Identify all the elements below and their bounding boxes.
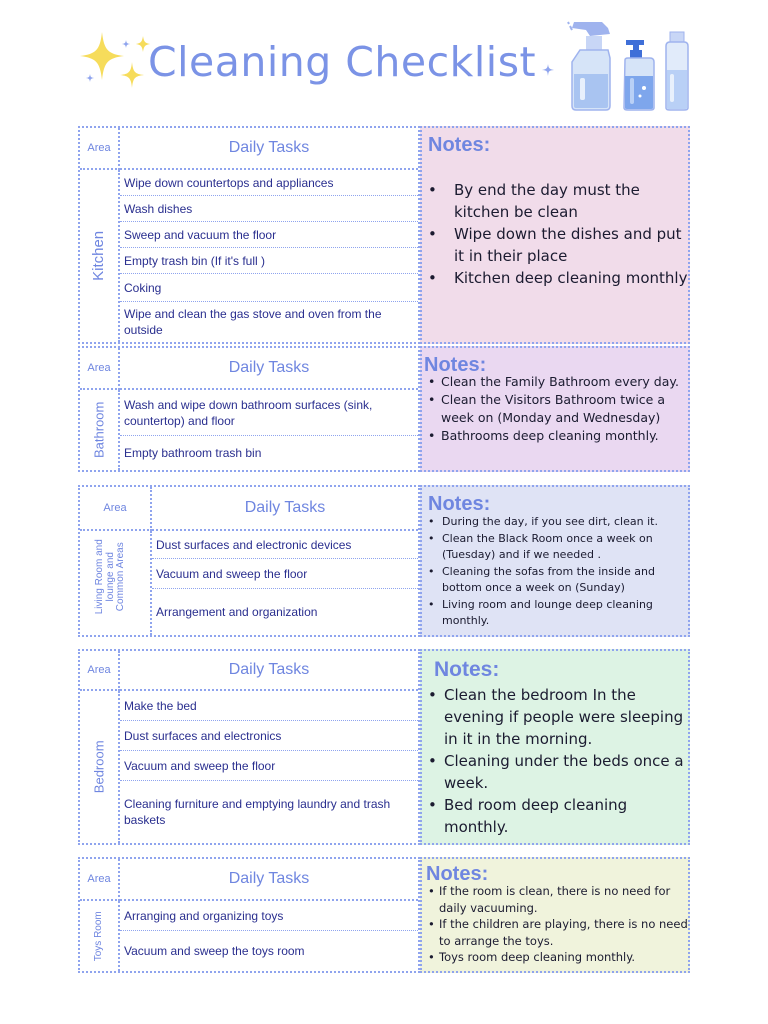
notes-box [420, 346, 690, 472]
area-name: Toys Room [92, 910, 104, 962]
spray-bottle-icon [566, 18, 622, 112]
sparkle-icon [542, 64, 554, 76]
note-item: • By end the day must the kitchen be clean [422, 179, 688, 223]
living-room-section [78, 485, 690, 637]
task-item: Vacuum and sweep the toys room [124, 944, 305, 958]
cleaner-bottle-icon [662, 30, 692, 112]
note-item: • Toys room deep cleaning monthly. [422, 949, 688, 966]
notes-header: Notes: [434, 658, 500, 681]
note-item: • If the room is clean, there is no need for daily vacuuming. [422, 883, 688, 916]
area-label [80, 170, 120, 342]
task-item: Arrangement and organization [156, 605, 318, 619]
area-name-line: Common Areas [115, 542, 127, 612]
area-label [80, 691, 120, 843]
note-item: • Cleaning the sofas from the inside and bottom once a week on (Sunday) [422, 564, 688, 597]
task-item: Coking [120, 274, 418, 302]
area-header: Area [80, 128, 120, 170]
task-item: Empty trash bin (If it's full ) [120, 248, 418, 274]
note-item: • If the children are playing, there is no need to arrange the toys. [422, 916, 688, 949]
task-item: Vacuum and sweep the floor [152, 559, 418, 589]
task-item: Wipe down countertops and appliances [120, 170, 418, 196]
area-name-line: Living Room and [94, 539, 106, 615]
task-item: Wash and wipe down bathroom surfaces (sink, countertop) and floor [120, 390, 418, 436]
task-item: Arranging and organizing toys [120, 901, 418, 931]
area-name: Bathroom [91, 401, 107, 459]
bathroom-section [78, 346, 690, 472]
task-item: Dust surfaces and electronic devices [152, 531, 418, 559]
kitchen-table [78, 126, 420, 344]
notes-header: Notes: [428, 134, 491, 156]
daily-tasks-header: Daily Tasks [120, 859, 418, 901]
notes-header: Notes: [428, 493, 491, 515]
daily-tasks-header: Daily Tasks [120, 128, 418, 170]
note-item: • Cleaning under the beds once a week. [422, 750, 688, 794]
bedroom-section [78, 649, 690, 845]
task-item: Vacuum and sweep the floor [120, 751, 418, 781]
task-item: Dust surfaces and electronics [120, 721, 418, 751]
soap-dispenser-icon [620, 32, 660, 112]
area-name-line: lounge and [104, 552, 116, 602]
notes-header: Notes: [424, 354, 487, 376]
task-item: Empty bathroom trash bin [124, 446, 262, 460]
task-item: Wash dishes [120, 196, 418, 222]
area-header: Area [80, 859, 120, 901]
task-item: Cleaning furniture and emptying laundry and trash baskets [124, 797, 391, 827]
area-name: Kitchen [90, 230, 108, 282]
task-item: Wipe and clean the gas stove and oven from the outside [124, 307, 382, 337]
area-header: Area [80, 348, 120, 390]
area-label [80, 531, 152, 635]
page-title: Cleaning Checklist [148, 38, 537, 86]
toys-room-table [78, 857, 420, 973]
toys-room-section [78, 857, 690, 973]
task-item: Sweep and vacuum the floor [120, 222, 418, 248]
living-room-table [78, 485, 420, 637]
note-item: • Clean the bedroom In the evening if people were sleeping in it in the morning. [422, 684, 688, 750]
notes-header: Notes: [426, 863, 489, 885]
area-label [80, 390, 120, 470]
note-item: • Clean the Family Bathroom every day. [422, 373, 688, 391]
note-item: • Clean the Black Room once a week on (Tuesday) and if we needed . [422, 531, 688, 564]
note-item: • Bed room deep cleaning monthly. [422, 794, 688, 838]
note-item: • Wipe down the dishes and put it in their place [422, 223, 688, 267]
area-name: Bedroom [91, 740, 107, 794]
task-item: Make the bed [120, 691, 418, 721]
daily-tasks-header: Daily Tasks [120, 348, 418, 390]
notes-box [420, 857, 690, 973]
area-header: Area [80, 487, 152, 531]
area-header: Area [80, 651, 120, 691]
notes-box [420, 649, 690, 845]
notes-box [420, 126, 690, 344]
note-item: • Kitchen deep cleaning monthly [422, 267, 688, 289]
daily-tasks-header: Daily Tasks [152, 487, 418, 531]
kitchen-section [78, 126, 690, 344]
area-label [80, 901, 120, 971]
note-item: • Clean the Visitors Bathroom twice a week on (Monday and Wednesday) [422, 391, 688, 427]
sparkle-icon [74, 28, 154, 94]
area-name [95, 539, 127, 614]
notes-box [420, 485, 690, 637]
bathroom-table [78, 346, 420, 472]
note-item: • During the day, if you see dirt, clean it. [422, 514, 688, 531]
note-item: • Bathrooms deep cleaning monthly. [422, 427, 688, 445]
bedroom-table [78, 649, 420, 845]
note-item: • Living room and lounge deep cleaning monthly. [422, 597, 688, 630]
daily-tasks-header: Daily Tasks [120, 651, 418, 691]
